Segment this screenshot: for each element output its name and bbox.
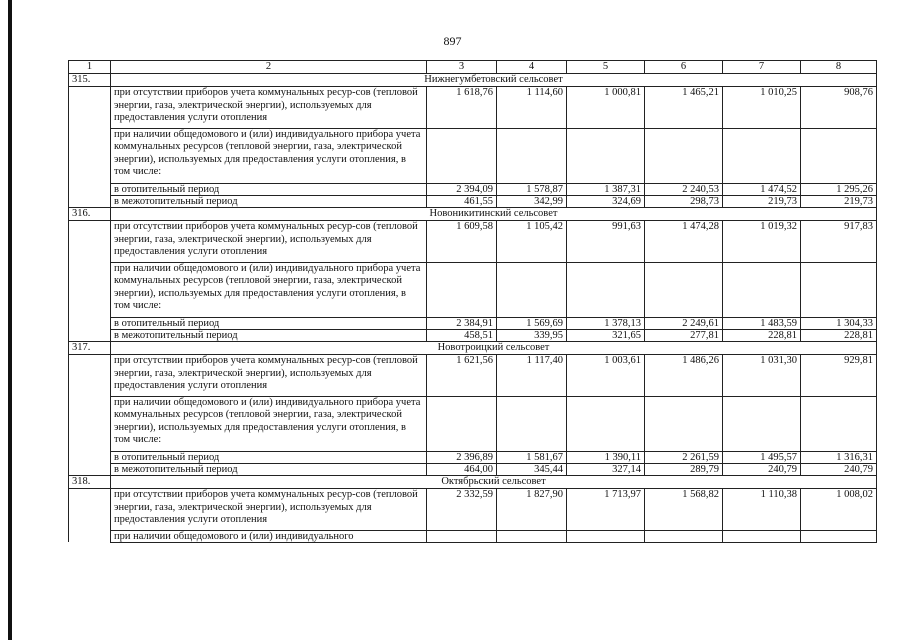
empty-number-cell bbox=[69, 262, 111, 317]
empty-number-cell bbox=[69, 451, 111, 463]
empty-number-cell bbox=[69, 87, 111, 129]
value-cell bbox=[645, 530, 723, 542]
table-row bbox=[69, 530, 877, 542]
value-cell bbox=[723, 262, 801, 317]
value-cell: 324,69 bbox=[567, 195, 645, 208]
value-cell: 240,79 bbox=[723, 463, 801, 476]
table-row bbox=[69, 355, 877, 397]
value-cell: 1 578,87 bbox=[497, 183, 567, 195]
value-cell: 1 378,13 bbox=[567, 317, 645, 329]
empty-number-cell bbox=[69, 195, 111, 208]
value-cell: 1 474,52 bbox=[723, 183, 801, 195]
value-cell: 991,63 bbox=[567, 221, 645, 263]
value-cell bbox=[567, 262, 645, 317]
value-cell bbox=[801, 262, 877, 317]
value-cell: 2 261,59 bbox=[645, 451, 723, 463]
value-cell: 917,83 bbox=[801, 221, 877, 263]
value-cell: 277,81 bbox=[645, 329, 723, 342]
value-cell bbox=[801, 128, 877, 183]
value-cell bbox=[801, 530, 877, 542]
section-number: 318. bbox=[69, 476, 111, 489]
value-cell: 1 495,57 bbox=[723, 451, 801, 463]
table-row bbox=[69, 195, 877, 208]
table-row bbox=[69, 317, 877, 329]
value-cell: 2 394,09 bbox=[427, 183, 497, 195]
page-number: 897 bbox=[443, 34, 462, 48]
value-cell: 1 713,97 bbox=[567, 489, 645, 531]
value-cell: 929,81 bbox=[801, 355, 877, 397]
row-label: в межотопительный период bbox=[111, 195, 427, 208]
value-cell bbox=[427, 396, 497, 451]
row-label: при отсутствии приборов учета коммунальных ресур-сов (тепловой энергии, газа, электрической энергии), используемых для предоставления услуги отопления bbox=[111, 489, 427, 531]
value-cell: 289,79 bbox=[645, 463, 723, 476]
value-cell: 228,81 bbox=[723, 329, 801, 342]
tariff-table bbox=[68, 60, 877, 543]
empty-number-cell bbox=[69, 355, 111, 397]
table-row bbox=[69, 128, 877, 183]
value-cell: 1 609,58 bbox=[427, 221, 497, 263]
scan-edge-bar bbox=[8, 0, 12, 640]
value-cell: 1 110,38 bbox=[723, 489, 801, 531]
section-number: 315. bbox=[69, 74, 111, 87]
table-row bbox=[69, 221, 877, 263]
value-cell: 1 621,56 bbox=[427, 355, 497, 397]
header-cell: 4 bbox=[497, 61, 567, 74]
row-label: в межотопительный период bbox=[111, 463, 427, 476]
row-label: при отсутствии приборов учета коммунальных ресур-сов (тепловой энергии, газа, электрической энергии), используемых для предоставления услуги отопления bbox=[111, 355, 427, 397]
header-row bbox=[69, 61, 877, 74]
empty-number-cell bbox=[69, 183, 111, 195]
value-cell: 240,79 bbox=[801, 463, 877, 476]
table-row bbox=[69, 262, 877, 317]
header-cell: 5 bbox=[567, 61, 645, 74]
value-cell bbox=[497, 262, 567, 317]
row-label: при отсутствии приборов учета коммунальных ресур-сов (тепловой энергии, газа, электрической энергии), используемых для предоставления услуги отопления bbox=[111, 221, 427, 263]
table-row bbox=[69, 396, 877, 451]
section-header-row bbox=[69, 476, 877, 489]
section-number: 317. bbox=[69, 342, 111, 355]
value-cell: 1 827,90 bbox=[497, 489, 567, 531]
row-label: в отопительный период bbox=[111, 183, 427, 195]
section-header-row bbox=[69, 208, 877, 221]
value-cell: 1 019,32 bbox=[723, 221, 801, 263]
empty-number-cell bbox=[69, 221, 111, 263]
empty-number-cell bbox=[69, 489, 111, 531]
value-cell bbox=[497, 530, 567, 542]
value-cell bbox=[497, 396, 567, 451]
value-cell: 1 316,31 bbox=[801, 451, 877, 463]
value-cell: 1 105,42 bbox=[497, 221, 567, 263]
table-row bbox=[69, 329, 877, 342]
section-title: Октябрьский сельсовет bbox=[111, 476, 877, 489]
value-cell bbox=[427, 530, 497, 542]
row-label: при наличии общедомового и (или) индивидуального bbox=[111, 530, 427, 542]
value-cell: 1 387,31 bbox=[567, 183, 645, 195]
value-cell bbox=[567, 396, 645, 451]
value-cell: 1 010,25 bbox=[723, 87, 801, 129]
value-cell: 342,99 bbox=[497, 195, 567, 208]
row-label: при наличии общедомового и (или) индивидуального прибора учета коммунальных ресурсов (тепловой энергии, газа, электрической энергии), используемых для предоставления услуги отопления, в том числе: bbox=[111, 128, 427, 183]
value-cell: 228,81 bbox=[801, 329, 877, 342]
value-cell: 1 581,67 bbox=[497, 451, 567, 463]
empty-number-cell bbox=[69, 396, 111, 451]
value-cell bbox=[723, 128, 801, 183]
row-label: при отсутствии приборов учета коммунальных ресур-сов (тепловой энергии, газа, электрической энергии), используемых для предоставления услуги отопления bbox=[111, 87, 427, 129]
value-cell: 1 465,21 bbox=[645, 87, 723, 129]
empty-number-cell bbox=[69, 463, 111, 476]
section-title: Новотроицкий сельсовет bbox=[111, 342, 877, 355]
table-row bbox=[69, 183, 877, 195]
value-cell: 1 486,26 bbox=[645, 355, 723, 397]
value-cell: 298,73 bbox=[645, 195, 723, 208]
section-header-row bbox=[69, 342, 877, 355]
value-cell: 1 568,82 bbox=[645, 489, 723, 531]
value-cell: 464,00 bbox=[427, 463, 497, 476]
value-cell: 2 396,89 bbox=[427, 451, 497, 463]
header-cell: 3 bbox=[427, 61, 497, 74]
value-cell bbox=[645, 128, 723, 183]
value-cell: 461,55 bbox=[427, 195, 497, 208]
value-cell bbox=[427, 262, 497, 317]
value-cell: 1 474,28 bbox=[645, 221, 723, 263]
section-number: 316. bbox=[69, 208, 111, 221]
value-cell: 2 332,59 bbox=[427, 489, 497, 531]
value-cell bbox=[497, 128, 567, 183]
row-label: в межотопительный период bbox=[111, 329, 427, 342]
header-cell: 1 bbox=[69, 61, 111, 74]
empty-number-cell bbox=[69, 329, 111, 342]
row-label: при наличии общедомового и (или) индивидуального прибора учета коммунальных ресурсов (тепловой энергии, газа, электрической энергии), используемых для предоставления услуги отопления, в том числе: bbox=[111, 396, 427, 451]
header-cell: 7 bbox=[723, 61, 801, 74]
value-cell: 1 114,60 bbox=[497, 87, 567, 129]
value-cell: 219,73 bbox=[723, 195, 801, 208]
value-cell: 1 483,59 bbox=[723, 317, 801, 329]
value-cell: 458,51 bbox=[427, 329, 497, 342]
value-cell: 1 000,81 bbox=[567, 87, 645, 129]
header-cell: 8 bbox=[801, 61, 877, 74]
value-cell: 1 031,30 bbox=[723, 355, 801, 397]
value-cell: 345,44 bbox=[497, 463, 567, 476]
value-cell: 2 249,61 bbox=[645, 317, 723, 329]
value-cell: 2 240,53 bbox=[645, 183, 723, 195]
value-cell: 1 390,11 bbox=[567, 451, 645, 463]
row-label: при наличии общедомового и (или) индивидуального прибора учета коммунальных ресурсов (тепловой энергии, газа, электрической энергии), используемых для предоставления услуги отопления, в том числе: bbox=[111, 262, 427, 317]
section-title: Новоникитинский сельсовет bbox=[111, 208, 877, 221]
value-cell: 321,65 bbox=[567, 329, 645, 342]
value-cell: 1 008,02 bbox=[801, 489, 877, 531]
value-cell bbox=[567, 128, 645, 183]
table-row bbox=[69, 451, 877, 463]
table-row bbox=[69, 87, 877, 129]
value-cell bbox=[801, 396, 877, 451]
section-title: Нижнегумбетовский сельсовет bbox=[111, 74, 877, 87]
value-cell: 2 384,91 bbox=[427, 317, 497, 329]
header-cell: 6 bbox=[645, 61, 723, 74]
section-header-row bbox=[69, 74, 877, 87]
table-body bbox=[69, 61, 877, 543]
value-cell bbox=[567, 530, 645, 542]
value-cell: 1 295,26 bbox=[801, 183, 877, 195]
value-cell: 1 618,76 bbox=[427, 87, 497, 129]
empty-number-cell bbox=[69, 317, 111, 329]
row-label: в отопительный период bbox=[111, 317, 427, 329]
header-cell: 2 bbox=[111, 61, 427, 74]
table-row bbox=[69, 463, 877, 476]
value-cell: 1 304,33 bbox=[801, 317, 877, 329]
value-cell: 908,76 bbox=[801, 87, 877, 129]
value-cell bbox=[723, 396, 801, 451]
value-cell: 327,14 bbox=[567, 463, 645, 476]
table-row bbox=[69, 489, 877, 531]
value-cell: 1 569,69 bbox=[497, 317, 567, 329]
value-cell: 1 117,40 bbox=[497, 355, 567, 397]
value-cell bbox=[645, 396, 723, 451]
value-cell bbox=[427, 128, 497, 183]
row-label: в отопительный период bbox=[111, 451, 427, 463]
empty-number-cell bbox=[69, 530, 111, 542]
value-cell: 219,73 bbox=[801, 195, 877, 208]
value-cell bbox=[645, 262, 723, 317]
value-cell: 1 003,61 bbox=[567, 355, 645, 397]
value-cell: 339,95 bbox=[497, 329, 567, 342]
empty-number-cell bbox=[69, 128, 111, 183]
value-cell bbox=[723, 530, 801, 542]
